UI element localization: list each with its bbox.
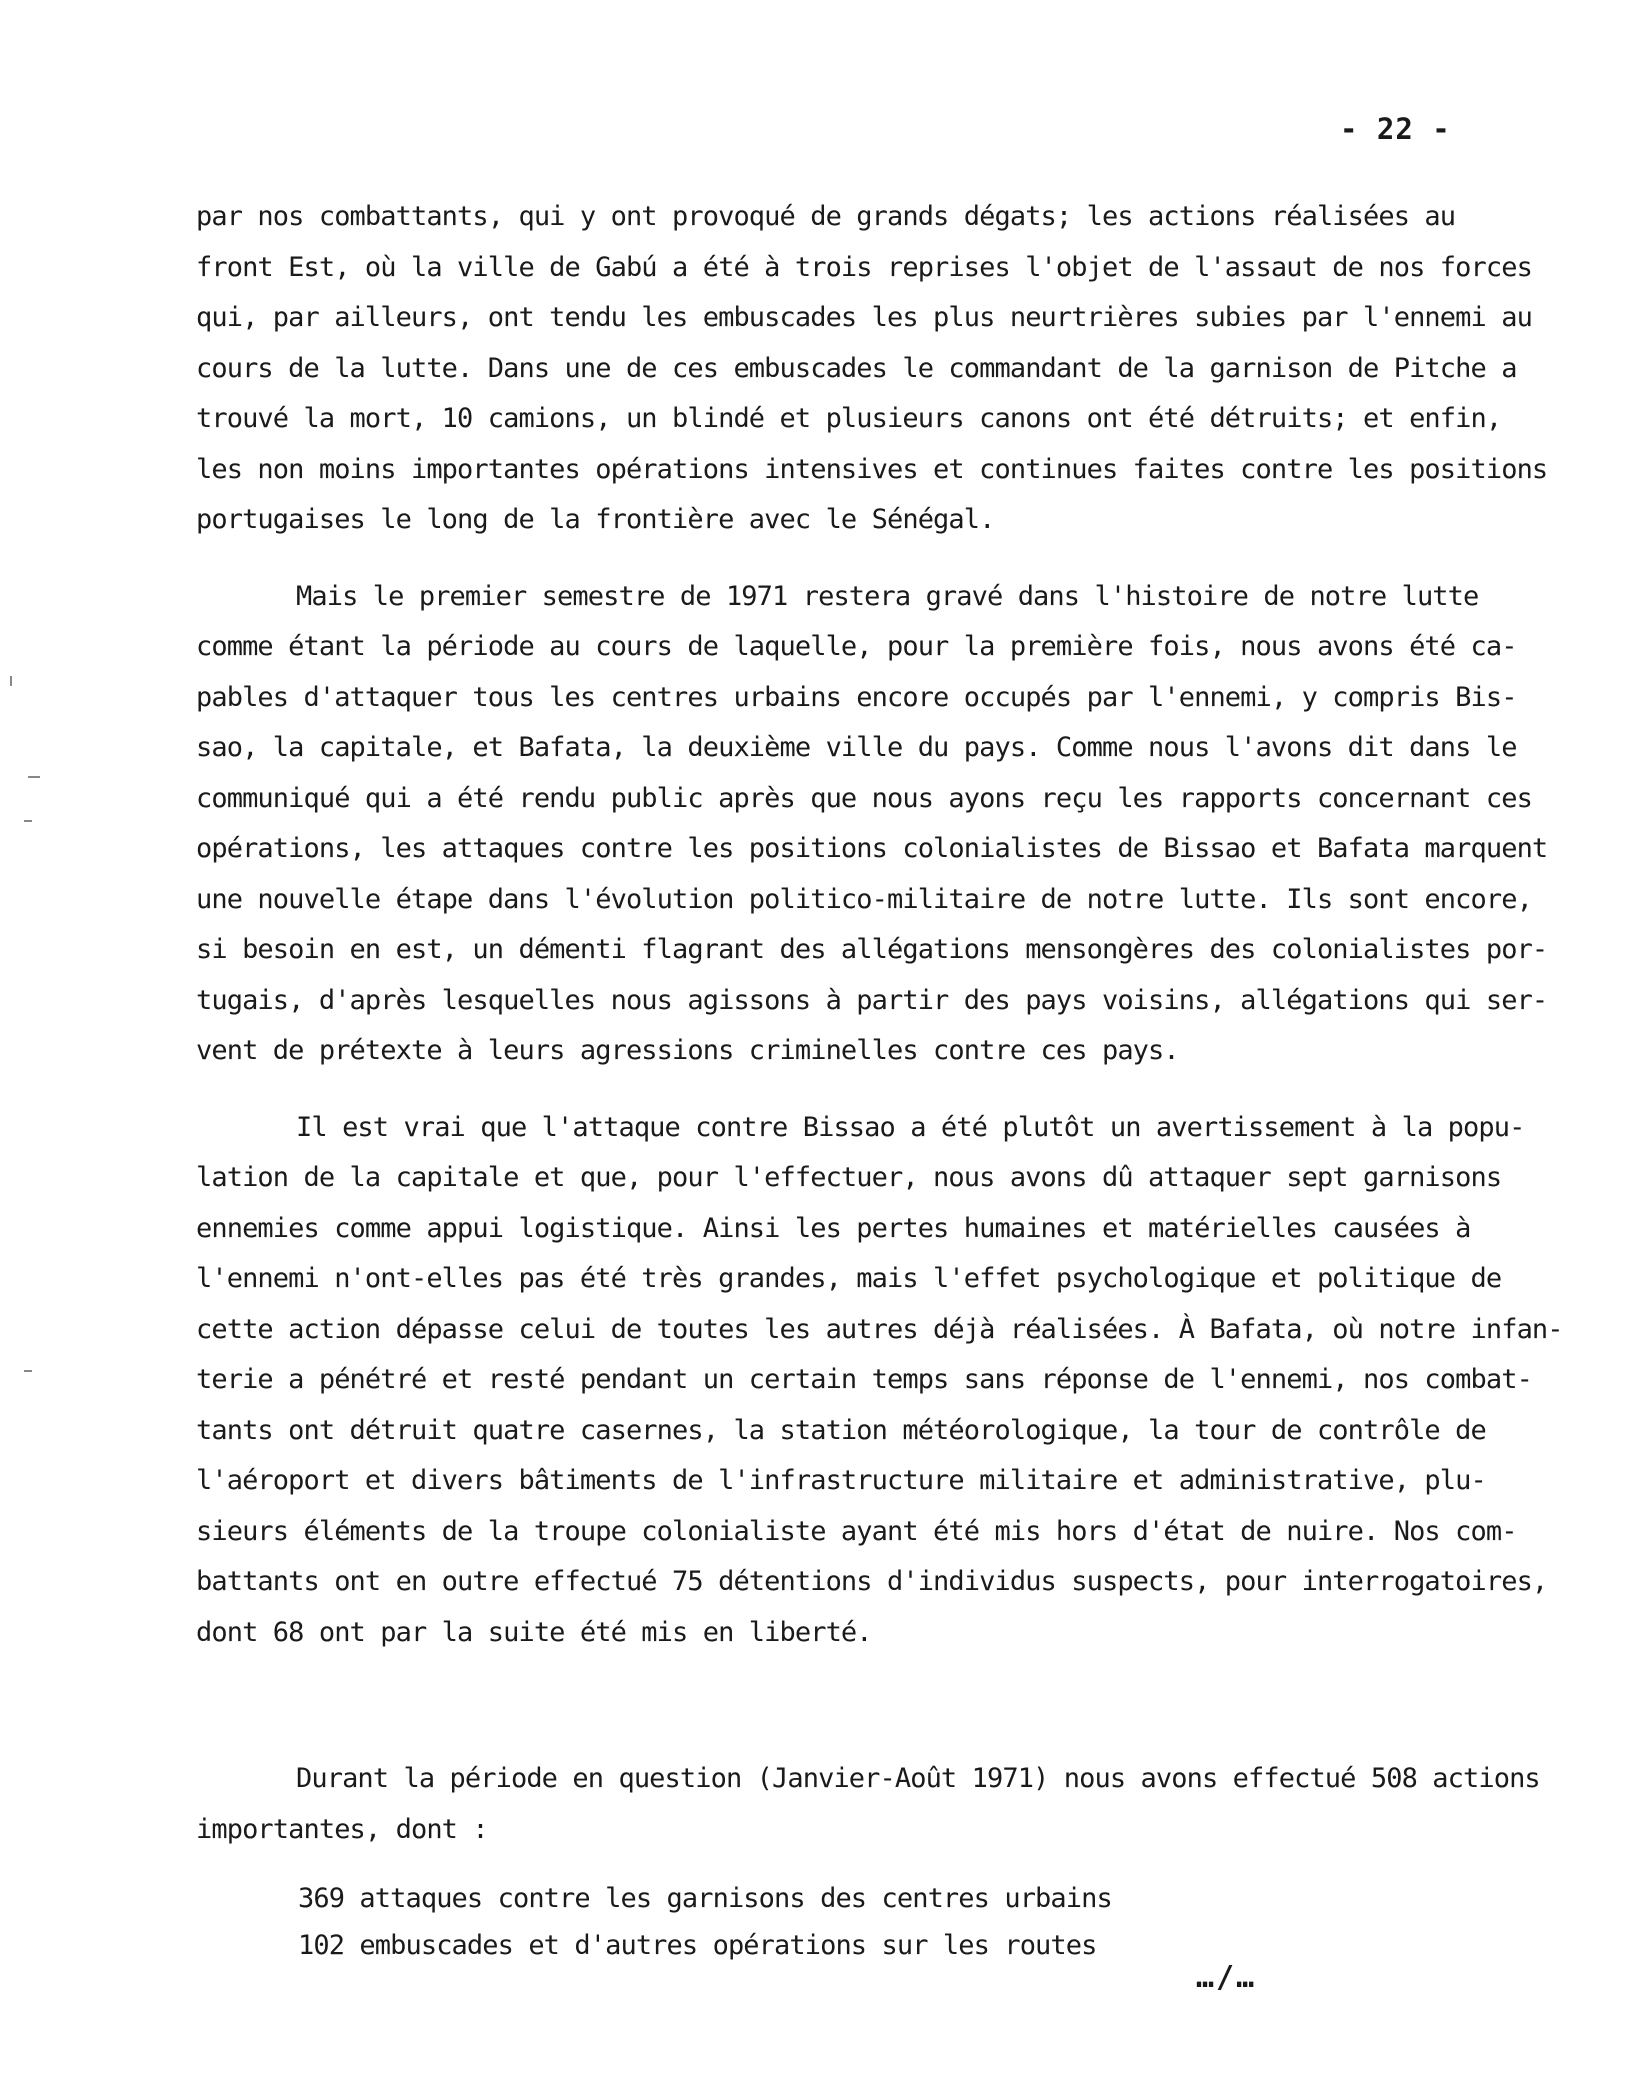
text-line: Il est vrai que l'attaque contre Bissao a été plutôt un avertissement à la popu- xyxy=(296,1111,1525,1143)
text-line: communiqué qui a été rendu public après que nous ayons reçu les rapports concernant ces xyxy=(196,782,1532,814)
paragraph-3 xyxy=(196,1103,1576,1659)
text-line: trouvé la mort, 10 camions, un blindé et plusieurs canons ont été détruits; et enfin, xyxy=(196,403,1502,434)
text-line: par nos combattants, qui y ont provoqué de grands dégats; les actions réalisées au xyxy=(196,201,1456,232)
text-line: qui, par ailleurs, ont tendu les embuscades les plus neurtrières subies par l'ennemi au xyxy=(196,302,1532,333)
page-number: - 22 - xyxy=(1340,112,1451,146)
list-item: 102 embuscades et d'autres opérations sur les routes xyxy=(298,1930,1097,1961)
text-line: les non moins importantes opérations intensives et continues faites contre les positions xyxy=(196,453,1548,485)
text-line: une nouvelle étape dans l'évolution politico-militaire de notre lutte. Ils sont encore, xyxy=(196,883,1532,915)
text-line: sao, la capitale, et Bafata, la deuxième ville du pays. Comme nous l'avons dit dans le xyxy=(196,732,1517,763)
text-line: Mais le premier semestre de 1971 restera gravé dans l'histoire de notre lutte xyxy=(296,580,1479,612)
text-line: sieurs éléments de la troupe colonialiste ayant été mis hors d'état de nuire. Nos com- xyxy=(196,1515,1517,1547)
scan-mark xyxy=(10,676,12,686)
text-line: terie a pénétré et resté pendant un certain temps sans réponse de l'ennemi, nos combat- xyxy=(196,1364,1532,1395)
scan-mark xyxy=(28,776,40,778)
text-line: battants ont en outre effectué 75 détentions d'individus suspects, pour interrogatoires, xyxy=(196,1566,1548,1597)
text-line: comme étant la période au cours de laquelle, pour la première fois, nous avons été ca- xyxy=(196,631,1517,662)
scan-mark xyxy=(24,820,32,822)
text-line: si besoin en est, un démenti flagrant des allégations mensongères des colonialistes por- xyxy=(196,934,1548,965)
actions-list xyxy=(298,1875,1576,1969)
scan-mark xyxy=(24,1370,32,1372)
text-line: dont 68 ont par la suite été mis en liberté. xyxy=(196,1616,872,1648)
text-line: portugaises le long de la frontière avec le Sénégal. xyxy=(196,504,995,535)
text-line: cette action dépasse celui de toutes les autres déjà réalisées. À Bafata, où notre infan- xyxy=(196,1313,1563,1345)
text-line: opérations, les attaques contre les positions colonialistes de Bissao et Bafata marquent xyxy=(196,833,1548,864)
text-line: vent de prétexte à leurs agressions criminelles contre ces pays. xyxy=(196,1035,1179,1066)
continuation-mark: …/… xyxy=(1196,1960,1257,1995)
text-line: ennemies comme appui logistique. Ainsi les pertes humaines et matérielles causées à xyxy=(196,1212,1471,1244)
document-body xyxy=(196,192,1576,1969)
text-line: tants ont détruit quatre casernes, la station météorologique, la tour de contrôle de xyxy=(196,1414,1486,1446)
text-line: l'ennemi n'ont-elles pas été très grandes, mais l'effet psychologique et politique de xyxy=(196,1263,1502,1294)
list-item: 369 attaques contre les garnisons des centres urbains xyxy=(298,1883,1112,1914)
text-line: front Est, où la ville de Gabú a été à trois reprises l'objet de l'assaut de nos forces xyxy=(196,251,1532,283)
text-line: pables d'attaquer tous les centres urbains encore occupés par l'ennemi, y compris Bis- xyxy=(196,681,1517,713)
text-line: importantes, dont : xyxy=(196,1813,488,1845)
text-line: l'aéroport et divers bâtiments de l'infrastructure militaire et administrative, plu- xyxy=(196,1465,1486,1496)
text-line: Durant la période en question (Janvier-Août 1971) nous avons effectué 508 actions xyxy=(296,1763,1540,1794)
paragraph-2 xyxy=(196,572,1576,1077)
text-line: lation de la capitale et que, pour l'effectuer, nous avons dû attaquer sept garnisons xyxy=(196,1162,1502,1193)
text-line: tugais, d'après lesquelles nous agissons à partir des pays voisins, allégations qui ser- xyxy=(196,984,1548,1016)
text-line: cours de la lutte. Dans une de ces embuscades le commandant de la garnison de Pitche a xyxy=(196,352,1517,384)
paragraph-4 xyxy=(196,1754,1576,1855)
paragraph-1 xyxy=(196,192,1576,546)
